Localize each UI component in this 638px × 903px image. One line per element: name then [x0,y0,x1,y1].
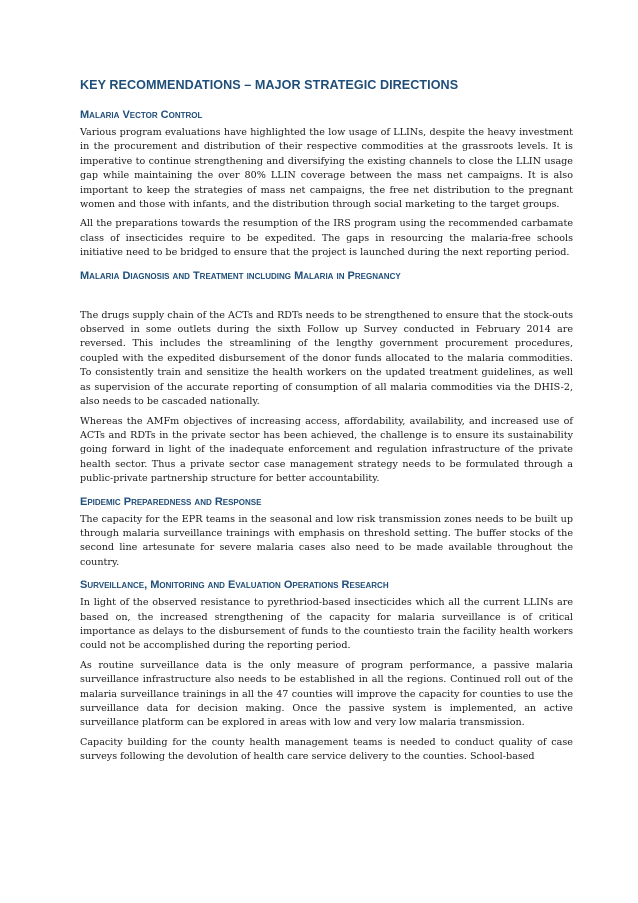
paragraph: All the preparations towards the resumption of the IRS program using the recommended carbamate class of insecticides require to be expedited. The gaps in resourcing the malaria-free schools initiative need to be bridged to ensure that the project is launched during the next reporting period. [80,218,573,259]
section-heading-diagnosis-treatment: Malaria Diagnosis and Treatment including Malaria in Pregnancy [80,269,401,282]
paragraph: In light of the observed resistance to pyrethriod-based insecticides which all the current LLINs are based on, the increased strengthening of the capacity for malaria surveillance is of critical importance as delays to the disbursement of funds to the countiesto train the facility health workers could not be accomplished during the reporting period. [80,597,573,652]
paragraph: Capacity building for the county health management teams is needed to conduct quality of case surveys following the devolution of health care service delivery to the counties. School-based [80,736,573,763]
page-title: KEY RECOMMENDATIONS – MAJOR STRATEGIC DIRECTIONS [80,78,459,92]
paragraph: Various program evaluations have highlighted the low usage of LLINs, despite the heavy investment in the procurement and distribution of their respective commodities at the grassroots levels. It is imperative to continue strengthening and diversifying the existing channels to close the LLIN usage gap while maintaining the over 80% LLIN coverage between the mass net campaigns. It is also important to keep the strategies of mass net campaigns, the free net distribution to the pregnant women and those with infants, and the distribution through social marketing to the target groups. [80,127,573,211]
section-heading-surveillance: Surveillance, Monitoring and Evaluation Operations Research [80,579,389,592]
paragraph: Whereas the AMFm objectives of increasing access, affordability, availability, and increased use of ACTs and RDTs in the private sector has been achieved, the challenge is to ensure its sustainability going forward in light of the inadequate enforcement and regulation infrastructure of the private health sector. Thus a private sector case management strategy needs to be formulated through a public-private partnership structure for better accountability. [80,415,573,485]
document-page [80,78,573,770]
paragraph: The drugs supply chain of the ACTs and RDTs needs to be strengthened to ensure that the stock-outs observed in some outlets during the sixth Follow up Survey conducted in February 2014 are reversed. This includes the streamlining of the lengthy government procurement procedures, coupled with the expedited disbursement of the donor funds allocated to the malaria commodities. To consistently train and sensitize the health workers on the updated treatment guidelines, as well as supervision of the accurate reporting of consumption of all malaria commodities via the DHIS-2, also needs to be cascaded nationally. [80,309,573,408]
paragraph: The capacity for the EPR teams in the seasonal and low risk transmission zones needs to be built up through malaria surveillance trainings with emphasis on threshold setting. The buffer stocks of the second line artesunate for severe malaria cases also need to be made available throughout the country. [80,513,573,568]
paragraph: As routine surveillance data is the only measure of program performance, a passive malaria surveillance infrastructure also needs to be established in all the regions. Continued roll out of the malaria surveillance trainings in all the 47 counties will improve the capacity for counties to use the surveillance data for decision making. Once the passive system is implemented, an active surveillance platform can be explored in areas with low and very low malaria transmission. [80,659,573,729]
section-heading-vector-control: Malaria Vector Control [80,109,203,121]
section-heading-epidemic-preparedness: Epidemic Preparedness and Response [80,495,262,508]
